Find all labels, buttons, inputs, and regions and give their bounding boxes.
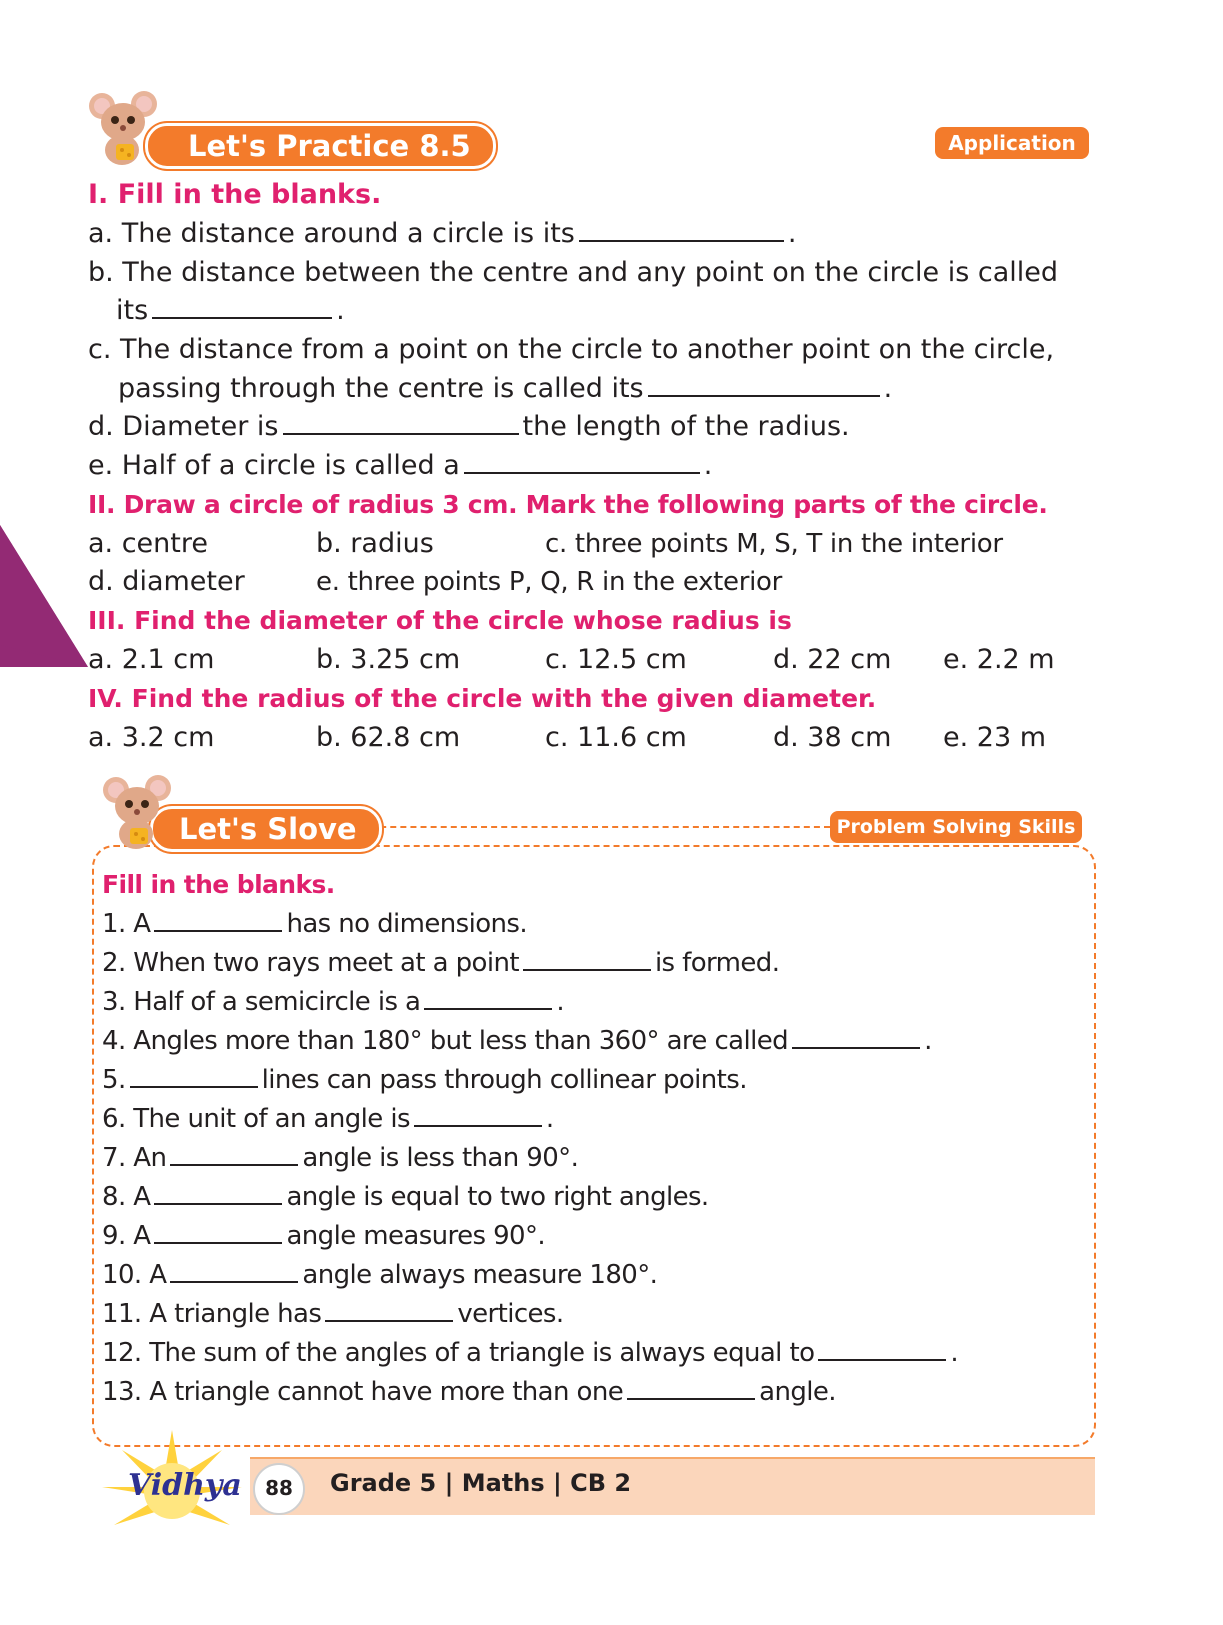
section-2-heading: II. Draw a circle of radius 3 cm. Mark the following parts of the circle.: [88, 490, 1048, 519]
answer-blank[interactable]: [414, 1101, 542, 1127]
section-4-option: b. 62.8 cm: [316, 722, 461, 753]
section-3-option: b. 3.25 cm: [316, 644, 461, 675]
solve-item-11: 11. A triangle has vertices.: [102, 1295, 564, 1333]
page-number-badge: [253, 1463, 305, 1515]
question-1d: d. Diameter is the length of the radius.: [88, 411, 850, 442]
mouse-mascot-icon: [86, 88, 170, 170]
practice-title-pill: [145, 123, 496, 169]
question-1c-line2: passing through the centre is called its .: [118, 373, 893, 404]
answer-blank[interactable]: [283, 409, 519, 435]
solve-item-9: 9. A angle measures 90°.: [102, 1217, 545, 1255]
section-1-heading: I. Fill in the blanks.: [88, 179, 382, 210]
solve-item-13: 13. A triangle cannot have more than one angle.: [102, 1373, 836, 1411]
problem-solving-tag: Problem Solving Skills: [830, 811, 1082, 843]
solve-item-4: 4. Angles more than 180° but less than 360° are called .: [102, 1022, 932, 1060]
section-3-option: c. 12.5 cm: [545, 644, 687, 675]
section-3-option: a. 2.1 cm: [88, 644, 215, 675]
question-1b-line1: b. The distance between the centre and any point on the circle is called: [88, 257, 1059, 288]
answer-blank[interactable]: [523, 945, 651, 971]
application-tag: Application: [935, 127, 1089, 159]
solve-item-7: 7. An angle is less than 90°.: [102, 1139, 578, 1177]
solve-item-2: 2. When two rays meet at a point is formed.: [102, 944, 779, 982]
answer-blank[interactable]: [325, 1296, 453, 1322]
section-2-option: d. diameter: [88, 566, 245, 597]
answer-blank[interactable]: [648, 371, 880, 397]
answer-blank[interactable]: [152, 293, 332, 319]
page-number: 88: [265, 1476, 293, 1500]
solve-title-pill: [150, 806, 382, 852]
mouse-mascot-icon: [100, 772, 184, 854]
answer-blank[interactable]: [579, 216, 784, 242]
section-2-option: a. centre: [88, 528, 208, 559]
question-1a: a. The distance around a circle is its .: [88, 218, 797, 249]
solve-item-5: 5. lines can pass through collinear points.: [102, 1061, 747, 1099]
section-4-heading: IV. Find the radius of the circle with the given diameter.: [88, 684, 877, 713]
solve-header-line: [360, 826, 830, 828]
section-2-option: c. three points M, S, T in the interior: [545, 529, 1003, 559]
section-4-option: c. 11.6 cm: [545, 722, 687, 753]
section-2-option: b. radius: [316, 528, 434, 559]
solve-title: Let's Slove: [179, 812, 357, 846]
answer-blank[interactable]: [154, 906, 282, 932]
section-3-option: d. 22 cm: [773, 644, 892, 675]
answer-blank[interactable]: [154, 1218, 282, 1244]
question-1e: e. Half of a circle is called a .: [88, 450, 713, 481]
answer-blank[interactable]: [130, 1062, 258, 1088]
section-4-option: e. 23 m: [943, 722, 1047, 753]
answer-blank[interactable]: [464, 448, 700, 474]
answer-blank[interactable]: [627, 1374, 755, 1400]
solve-item-6: 6. The unit of an angle is .: [102, 1100, 554, 1138]
section-3-heading: III. Find the diameter of the circle whose radius is: [88, 606, 792, 635]
solve-item-10: 10. A angle always measure 180°.: [102, 1256, 657, 1294]
answer-blank[interactable]: [818, 1335, 946, 1361]
question-1c-line1: c. The distance from a point on the circle to another point on the circle,: [88, 334, 1055, 365]
answer-blank[interactable]: [170, 1140, 298, 1166]
solve-heading: Fill in the blanks.: [102, 870, 335, 899]
answer-blank[interactable]: [424, 984, 552, 1010]
solve-item-3: 3. Half of a semicircle is a .: [102, 983, 564, 1021]
practice-title: Let's Practice 8.5: [188, 129, 471, 163]
solve-item-8: 8. A angle is equal to two right angles.: [102, 1178, 709, 1216]
answer-blank[interactable]: [170, 1257, 298, 1283]
answer-blank[interactable]: [792, 1023, 920, 1049]
section-3-option: e. 2.2 m: [943, 644, 1055, 675]
section-4-option: a. 3.2 cm: [88, 722, 215, 753]
solve-item-1: 1. A has no dimensions.: [102, 905, 527, 943]
footer-book-title: Grade 5 | Maths | CB 2: [330, 1469, 632, 1497]
answer-blank[interactable]: [154, 1179, 282, 1205]
solve-item-12: 12. The sum of the angles of a triangle is always equal to .: [102, 1334, 958, 1372]
section-4-option: d. 38 cm: [773, 722, 892, 753]
question-1b-line2: its .: [116, 295, 345, 326]
logo-text: Vidhya: [128, 1468, 242, 1503]
section-2-option: e. three points P, Q, R in the exterior: [316, 567, 783, 597]
side-tab-decoration: [0, 525, 90, 670]
